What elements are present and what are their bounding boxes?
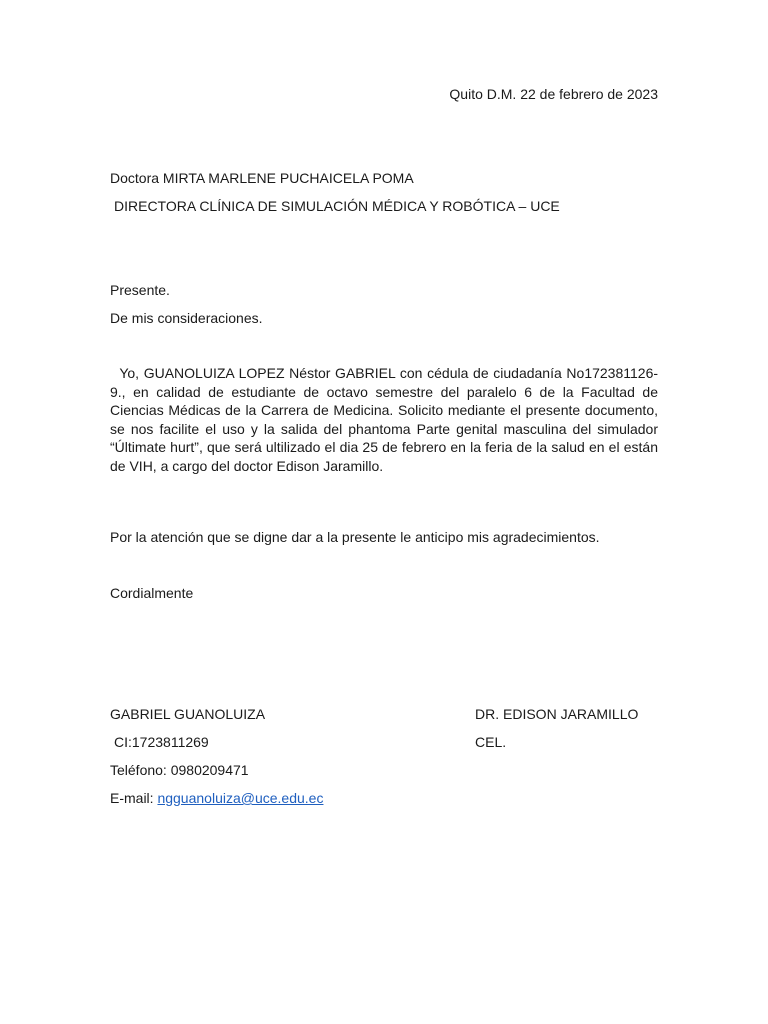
signature-left-email xyxy=(110,789,323,807)
signature-right-cel: CEL. xyxy=(475,734,507,750)
thanks-line: Por la atención que se digne dar a la presente le anticipo mis agradecimientos. xyxy=(110,529,600,545)
body-paragraph xyxy=(110,364,658,476)
signature-left-name: GABRIEL GUANOLUIZA xyxy=(110,706,266,722)
closing-line: Cordialmente xyxy=(110,585,194,601)
signature-right-name: DR. EDISON JARAMILLO xyxy=(475,706,639,722)
greeting-presente: Presente. xyxy=(110,282,170,298)
signature-left-phone: Teléfono: 0980209471 xyxy=(110,762,249,778)
greeting-consideraciones: De mis consideraciones. xyxy=(110,310,263,326)
signature-left-ci: CI:1723811269 xyxy=(114,734,209,750)
addressee-title: DIRECTORA CLÍNICA DE SIMULACIÓN MÉDICA Y ROBÓTICA – UCE xyxy=(114,198,560,214)
email-label: E-mail: xyxy=(110,790,158,806)
email-link[interactable]: ngguanoluiza@uce.edu.ec xyxy=(157,790,324,806)
date-line: Quito D.M. 22 de febrero de 2023 xyxy=(449,86,658,102)
body-paragraph-text: Yo, GUANOLUIZA LOPEZ Néstor GABRIEL con cédula de ciudadanía No172381126-9., en calidad de estudiante de octavo semestre del paralelo 6 de la Facultad de Ciencias Médicas de la Carrera de Medicina. Solicito mediante el presente documento, se nos facilite el uso y la salida del phantoma Parte genital masculina del simulador “Últimate hurt”, que será ultilizado el dia 25 de febrero en la feria de la salud en el están de VIH, a cargo del doctor Edison Jaramillo. xyxy=(110,365,659,474)
addressee-name: Doctora MIRTA MARLENE PUCHAICELA POMA xyxy=(110,170,414,186)
